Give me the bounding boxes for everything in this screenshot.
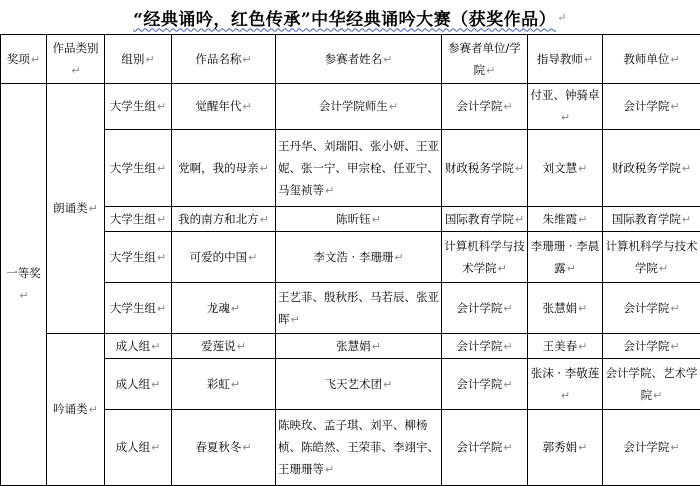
work-cell: 爱莲说↵ <box>172 334 276 359</box>
teacher-unit-cell: 会计学院、艺术学院↵ <box>603 359 700 410</box>
unit-cell: 会计学院↵ <box>442 359 528 410</box>
award-cell: 一等奖↵ <box>1 84 47 486</box>
category-cell: 吟诵类↵ <box>47 334 105 486</box>
teacher-unit-cell: 会计学院↵ <box>603 334 700 359</box>
work-cell: 党啊，我的母亲↵ <box>172 130 276 207</box>
participants-cell: 陈昕钰↵ <box>276 207 442 232</box>
participants-cell: 飞天艺术团↵ <box>276 359 442 410</box>
unit-cell: 财政税务学院↵ <box>442 130 528 207</box>
unit-cell: 会计学院↵ <box>442 283 528 334</box>
header-group: 组别↵ <box>105 35 172 84</box>
group-cell: 成人组↵ <box>105 334 172 359</box>
teacher-unit-cell: 会计学院↵ <box>603 84 700 130</box>
participants-cell: 王丹华、刘瑞阳、张小妍、王亚妮、张一宁、甲宗栓、任亚宁、马玺祯等↵ <box>276 130 442 207</box>
unit-cell: 计算机科学与技术学院↵ <box>442 232 528 283</box>
header-unit: 参赛者单位/学院↵ <box>442 35 528 84</box>
participants-cell: 陈映玫、孟子琪、刘平、柳杨桢、陈皓然、王荣菲、李翊宇、王珊珊等↵ <box>276 410 442 486</box>
document-title <box>0 0 700 34</box>
participants-cell: 王艺菲、殷秋彤、马若辰、张亚晖↵ <box>276 283 442 334</box>
table-row <box>1 130 700 207</box>
unit-cell: 会计学院↵ <box>442 334 528 359</box>
unit-cell: 会计学院↵ <box>442 410 528 486</box>
group-cell: 大学生组↵ <box>105 130 172 207</box>
group-cell: 大学生组↵ <box>105 84 172 130</box>
participants-cell: 张慧娟↵ <box>276 334 442 359</box>
teacher-cell: 王美春↵ <box>528 334 603 359</box>
group-cell: 成人组↵ <box>105 359 172 410</box>
teacher-cell: 刘文慧↵ <box>528 130 603 207</box>
awards-table <box>0 34 700 486</box>
table-row <box>1 207 700 232</box>
work-cell: 春夏秋冬↵ <box>172 410 276 486</box>
header-row <box>1 35 700 84</box>
group-cell: 大学生组↵ <box>105 207 172 232</box>
table-row <box>1 283 700 334</box>
group-cell: 大学生组↵ <box>105 283 172 334</box>
work-cell: 我的南方和北方↵ <box>172 207 276 232</box>
header-award: 奖项↵ <box>1 35 47 84</box>
unit-cell: 会计学院↵ <box>442 84 528 130</box>
teacher-unit-cell: 财政税务学院↵ <box>603 130 700 207</box>
table-row <box>1 410 700 486</box>
work-cell: 可爱的中国↵ <box>172 232 276 283</box>
category-cell: 朗诵类↵ <box>47 84 105 334</box>
teacher-cell: 朱维霞↵ <box>528 207 603 232</box>
header-participants: 参赛者姓名↵ <box>276 35 442 84</box>
table-row <box>1 359 700 410</box>
title-text: “经典诵吟，红色传承”中华经典诵吟大赛（获奖作品） <box>133 5 556 30</box>
header-teacher-unit: 教师单位↵ <box>603 35 700 84</box>
header-teacher: 指导教师↵ <box>528 35 603 84</box>
participants-cell: 会计学院师生↵ <box>276 84 442 130</box>
teacher-unit-cell: 计算机科学与技术学院↵ <box>603 232 700 283</box>
header-category: 作品类别↵ <box>47 35 105 84</box>
table-row <box>1 84 700 130</box>
teacher-cell: 付亚、钟骑卓↵ <box>528 84 603 130</box>
teacher-cell: 张慧娟↵ <box>528 283 603 334</box>
teacher-cell: 郭秀娟↵ <box>528 410 603 486</box>
table-row <box>1 334 700 359</box>
teacher-cell: 李珊珊 · 李晨露↵ <box>528 232 603 283</box>
unit-cell: 国际教育学院↵ <box>442 207 528 232</box>
work-cell: 觉醒年代↵ <box>172 84 276 130</box>
paragraph-mark: ↵ <box>557 11 567 24</box>
teacher-cell: 张沫 · 李敬莲↵ <box>528 359 603 410</box>
group-cell: 成人组↵ <box>105 410 172 486</box>
table-row <box>1 232 700 283</box>
teacher-unit-cell: 国际教育学院↵ <box>603 207 700 232</box>
work-cell: 彩虹↵ <box>172 359 276 410</box>
teacher-unit-cell: 会计学院↵ <box>603 283 700 334</box>
group-cell: 大学生组↵ <box>105 232 172 283</box>
teacher-unit-cell: 会计学院↵ <box>603 410 700 486</box>
participants-cell: 李文浩 · 李珊珊↵ <box>276 232 442 283</box>
header-work: 作品名称↵ <box>172 35 276 84</box>
work-cell: 龙魂↵ <box>172 283 276 334</box>
